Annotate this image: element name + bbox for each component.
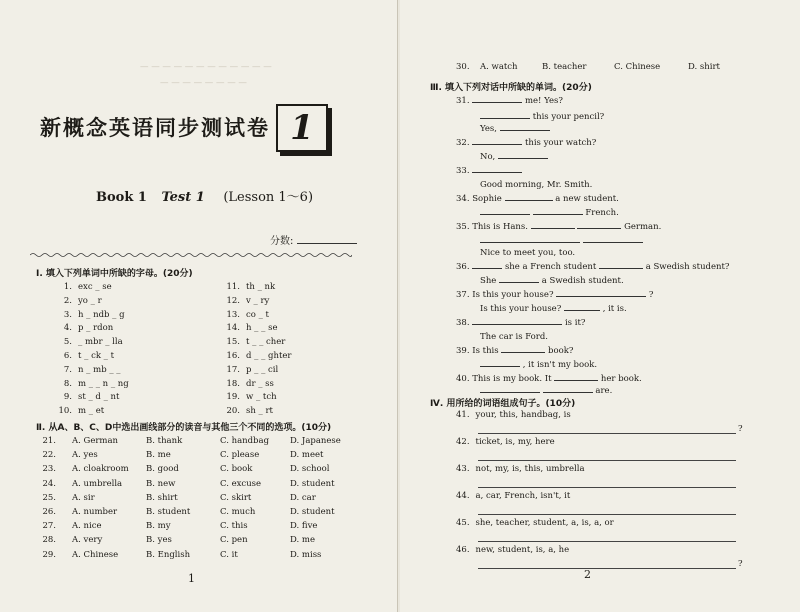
left-page [0,0,398,612]
question-number: 38. [456,318,470,328]
question-34-line-2 [480,208,619,218]
score-blank[interactable] [297,243,357,244]
option-a[interactable]: A. cloakroom [72,464,129,475]
option-d[interactable]: D. student [290,507,335,517]
question-number: 14. [226,323,240,334]
question-32 [456,138,596,148]
question-number: 15. [226,337,240,348]
word-list: a, car, French, isn't, it [475,491,571,501]
word-with-blanks[interactable]: d _ _ ghter [246,351,292,361]
word-list: your, this, handbag, is [475,410,571,420]
option-a[interactable]: A. nice [72,521,102,532]
word-list: new, student, is, a, he [475,545,570,555]
pronunciation-row [36,492,316,503]
word-with-blanks[interactable]: p _ rdon [78,323,114,334]
answer-blank[interactable] [480,366,520,367]
question-number: 22. [42,450,56,461]
spelling-item [220,406,273,416]
question-text: Is this your house? [480,304,562,314]
book-test-heading [96,186,313,205]
answer-blank[interactable] [480,118,530,119]
question-number: 23. [42,464,56,475]
question-37-line-2 [480,304,627,314]
option-b[interactable]: B. me [146,450,171,461]
word-with-blanks[interactable]: st _ d _ nt [78,392,120,403]
spelling-item [220,365,278,375]
question-number: 40. [456,374,470,384]
sentence-item [456,464,585,474]
spelling-item [52,351,114,361]
option-b[interactable]: B. my [146,521,171,532]
question-number: 35. [456,222,470,232]
spelling-item [52,406,104,416]
test-number-box: 1 [276,104,328,152]
question-38-line-2: The car is Ford. [480,332,549,342]
word-with-blanks[interactable]: n _ mb _ _ [78,364,121,375]
option-c[interactable]: C. it [220,549,238,560]
sentence-item [456,410,571,420]
option-d[interactable]: D. Japanese [290,436,341,446]
pronunciation-row [36,535,316,546]
answer-line[interactable] [478,514,736,515]
question-text: Is this [472,346,499,356]
question-30-row [456,62,720,72]
question-number: 4. [63,323,72,334]
answer-blank[interactable] [480,214,530,215]
question-number: 37. [456,290,470,300]
option-b[interactable]: B. English [146,549,191,560]
question-38 [456,318,585,328]
spelling-item [52,323,113,333]
option-a[interactable]: A. German [72,436,119,446]
question-number: 44. [456,491,470,501]
question-text: she a French student [504,262,597,272]
option-c[interactable]: C. book [220,464,253,475]
question-text: Yes, [480,124,497,134]
question-text: She [480,276,497,286]
option-c[interactable]: C. much [220,507,256,517]
question-number: 46. [456,545,470,555]
question-text: book? [548,346,574,356]
option-a[interactable]: A. yes [72,450,98,461]
question-number: 11. [226,282,240,292]
question-number: 26. [42,507,56,517]
option-a: A. watch [480,62,518,72]
wavy-divider [30,252,352,258]
answer-blank[interactable] [472,102,522,103]
question-number: 9. [63,392,72,403]
option-a[interactable]: A. Chinese [72,549,119,560]
question-number: 10. [58,406,72,417]
question-33 [456,166,522,176]
question-34 [456,194,619,204]
end-punctuation: ? [738,424,743,434]
option-a[interactable]: A. sir [72,492,95,503]
word-with-blanks[interactable]: _ mbr _ lla [78,337,123,348]
question-text: me! Yes? [524,96,563,106]
option-c[interactable]: C. please [220,450,260,461]
end-punctuation: ? [738,559,743,569]
question-text: ? [648,290,654,300]
word-with-blanks[interactable]: w _ tch [246,392,277,403]
question-31 [456,96,563,106]
answer-line[interactable] [478,541,736,542]
word-with-blanks[interactable]: h _ _ se [246,323,278,334]
option-b[interactable]: B. thank [146,436,183,446]
question-40 [456,374,642,384]
answer-blank[interactable] [500,130,550,131]
option-d[interactable]: D. car [290,492,316,503]
option-d[interactable]: D. me [290,535,316,546]
spelling-item [220,323,277,333]
bleed-through-text: — — — — — — — — — — — — [140,62,272,72]
question-32-line-2 [480,152,548,162]
option-c[interactable]: C. handbag [220,436,270,446]
spelling-item [220,282,275,292]
question-number: 41. [456,410,470,420]
question-number: 25. [42,492,56,503]
question-number: 36. [456,262,470,272]
word-with-blanks[interactable]: sh _ rt [246,406,273,417]
spelling-item [52,296,102,306]
question-31-line-3 [480,124,550,134]
answer-line[interactable] [478,433,736,434]
answer-blank[interactable] [531,228,575,229]
spelling-item [52,392,119,402]
word-with-blanks[interactable]: co _ t [246,309,269,320]
option-d[interactable]: D. school [290,464,330,475]
question-text: a Swedish student? [645,262,730,272]
pronunciation-row [36,521,318,532]
question-text: This is my book. It [472,374,552,384]
question-number: 39. [456,346,470,356]
question-number: 1. [63,282,72,292]
book-label: Book 1 [96,190,147,205]
answer-blank[interactable] [556,296,646,297]
question-number: 32. [456,138,470,148]
spelling-item [220,392,277,402]
word-with-blanks[interactable]: th _ nk [246,282,276,292]
question-text: This is Hans. [472,222,528,232]
answer-blank[interactable] [472,144,522,145]
spelling-item [52,337,123,347]
word-with-blanks[interactable]: m _ et [78,406,105,417]
spelling-item [220,379,274,389]
word-list: she, teacher, student, a, is, a, or [475,518,614,528]
option-c[interactable]: C. this [220,521,248,532]
spelling-item [52,379,129,389]
question-number: 3. [63,309,72,320]
question-number: 19. [226,392,240,403]
answer-line[interactable] [478,568,736,569]
question-text: , it isn't my book. [522,360,598,370]
pronunciation-row [36,478,335,489]
answer-blank[interactable] [564,310,600,311]
option-c: C. Chinese [614,62,661,72]
question-text: Sophie [472,194,502,204]
question-text: a new student. [555,194,619,204]
spelling-item [220,296,269,306]
section-3-heading: Ⅲ. 填入下列对话中所缺的单词。(20分) [430,83,592,93]
question-number: 29. [42,549,56,560]
question-number: 13. [226,309,240,320]
pronunciation-row [36,464,330,475]
question-text: are. [595,386,613,396]
test-title: 新概念英语同步测试卷 [40,116,270,140]
score-field[interactable] [270,232,357,247]
option-d[interactable]: D. miss [290,549,322,560]
word-with-blanks[interactable]: v _ ry [246,295,270,306]
option-d[interactable]: D. student [290,478,335,489]
option-b: B. teacher [542,62,587,72]
question-number: 27. [42,521,56,532]
question-number: 30. [456,62,470,72]
word-with-blanks[interactable]: t _ _ cher [246,337,286,348]
question-number: 45. [456,518,470,528]
question-number: 5. [63,337,72,348]
question-number: 6. [63,351,72,361]
question-number: 42. [456,437,470,447]
question-36-line-2 [480,276,624,286]
answer-blank[interactable] [480,242,580,243]
answer-blank[interactable] [543,392,593,393]
question-text: this your watch? [524,138,597,148]
question-number: 12. [226,295,240,306]
question-35 [456,222,661,232]
answer-blank[interactable] [533,214,583,215]
option-b[interactable]: B. good [146,464,179,475]
question-number: 28. [42,535,56,546]
option-d[interactable]: D. five [290,521,318,532]
spelling-item [220,351,291,361]
word-with-blanks[interactable]: exc _ se [78,282,112,292]
sentence-item [456,491,570,501]
question-33-line-2: Good morning, Mr. Smith. [480,180,593,190]
answer-blank[interactable] [498,158,548,159]
question-35-line-2 [480,236,643,246]
question-number: 20. [226,406,240,417]
question-text: her book. [600,374,642,384]
answer-blank[interactable] [472,172,522,173]
question-number: 24. [42,478,56,489]
question-text: Is this your house? [472,290,554,300]
question-number: 43. [456,464,470,474]
question-text: a Swedish student. [541,276,624,286]
option-b[interactable]: B. yes [146,535,172,546]
sentence-item [456,437,555,447]
spelling-item [52,310,125,320]
spelling-item [52,365,121,375]
question-number: 18. [226,378,240,389]
question-text: No, [480,152,496,162]
pronunciation-row [36,549,322,560]
question-text: German. [624,222,662,232]
question-number: 2. [63,295,72,306]
question-37 [456,290,653,300]
answer-line[interactable] [478,460,736,461]
question-text: French. [585,208,619,218]
question-36 [456,262,729,272]
option-c[interactable]: C. excuse [220,478,262,489]
question-39 [456,346,573,356]
question-39-line-2 [480,360,597,370]
word-list: ticket, is, my, here [475,437,555,447]
question-text: is it? [564,318,586,328]
spelling-item [52,282,112,292]
score-label: 分数: [270,236,294,247]
page-number-right: 2 [584,568,591,581]
section-2-heading: Ⅱ. 从A、B、C、D中选出画线部分的读音与其他三个不同的选项。(10分) [36,423,332,433]
word-list: not, my, is, this, umbrella [475,464,585,474]
word-with-blanks[interactable]: dr _ ss [246,378,274,389]
section-1-heading: Ⅰ. 填入下列单词中所缺的字母。(20分) [36,269,193,279]
question-text: this your pencil? [532,112,605,122]
option-d: D. shirt [688,62,720,72]
question-number: 17. [226,364,240,375]
spelling-item [220,337,285,347]
word-with-blanks[interactable]: p _ _ cil [246,364,279,375]
pronunciation-row [36,436,341,446]
option-a[interactable]: A. number [72,507,118,517]
section-4-heading: Ⅳ. 用所给的词语组成句子。(10分) [430,399,576,409]
answer-blank[interactable] [554,380,598,381]
sentence-item [456,545,569,555]
answer-blank[interactable] [577,228,621,229]
page-number-left: 1 [188,572,195,585]
answer-line[interactable] [478,487,736,488]
test-label: Test 1 [161,190,205,205]
question-text: , it is. [602,304,627,314]
option-c[interactable]: C. skirt [220,492,252,503]
option-b[interactable]: B. new [146,478,176,489]
answer-blank[interactable] [599,268,643,269]
option-b[interactable]: B. shirt [146,492,178,503]
answer-blank[interactable] [501,352,545,353]
word-with-blanks[interactable]: h _ ndb _ g [78,309,125,320]
bleed-through-text: — — — — — — — — [160,78,247,88]
option-d[interactable]: D. meet [290,450,324,461]
spelling-item [220,310,269,320]
question-number: 33. [456,166,470,176]
answer-blank[interactable] [480,392,540,393]
word-with-blanks[interactable]: yo _ r [78,295,102,306]
lesson-range: (Lesson 1～6) [223,190,314,205]
sentence-item [456,518,614,528]
question-31-line-2 [480,112,604,122]
pronunciation-row [36,450,324,461]
option-a[interactable]: A. very [72,535,103,546]
word-with-blanks[interactable]: m _ _ n _ ng [78,378,129,389]
option-c[interactable]: C. pen [220,535,248,546]
question-number: 34. [456,194,470,204]
word-with-blanks[interactable]: t _ ck _ t [78,351,115,361]
question-number: 16. [226,351,240,361]
answer-blank[interactable] [499,282,539,283]
option-b[interactable]: B. student [146,507,191,517]
question-40-line-2 [480,386,612,396]
question-35-line-3: Nice to meet you, too. [480,248,576,258]
question-number: 7. [63,364,72,375]
question-number: 8. [63,378,72,389]
right-page [400,0,800,612]
pronunciation-row [36,507,335,517]
answer-blank[interactable] [472,268,502,269]
option-a[interactable]: A. umbrella [72,478,123,489]
question-number: 31. [456,96,470,106]
answer-blank[interactable] [583,242,643,243]
answer-blank[interactable] [505,200,553,201]
question-number: 21. [42,436,56,446]
answer-blank[interactable] [472,324,562,325]
